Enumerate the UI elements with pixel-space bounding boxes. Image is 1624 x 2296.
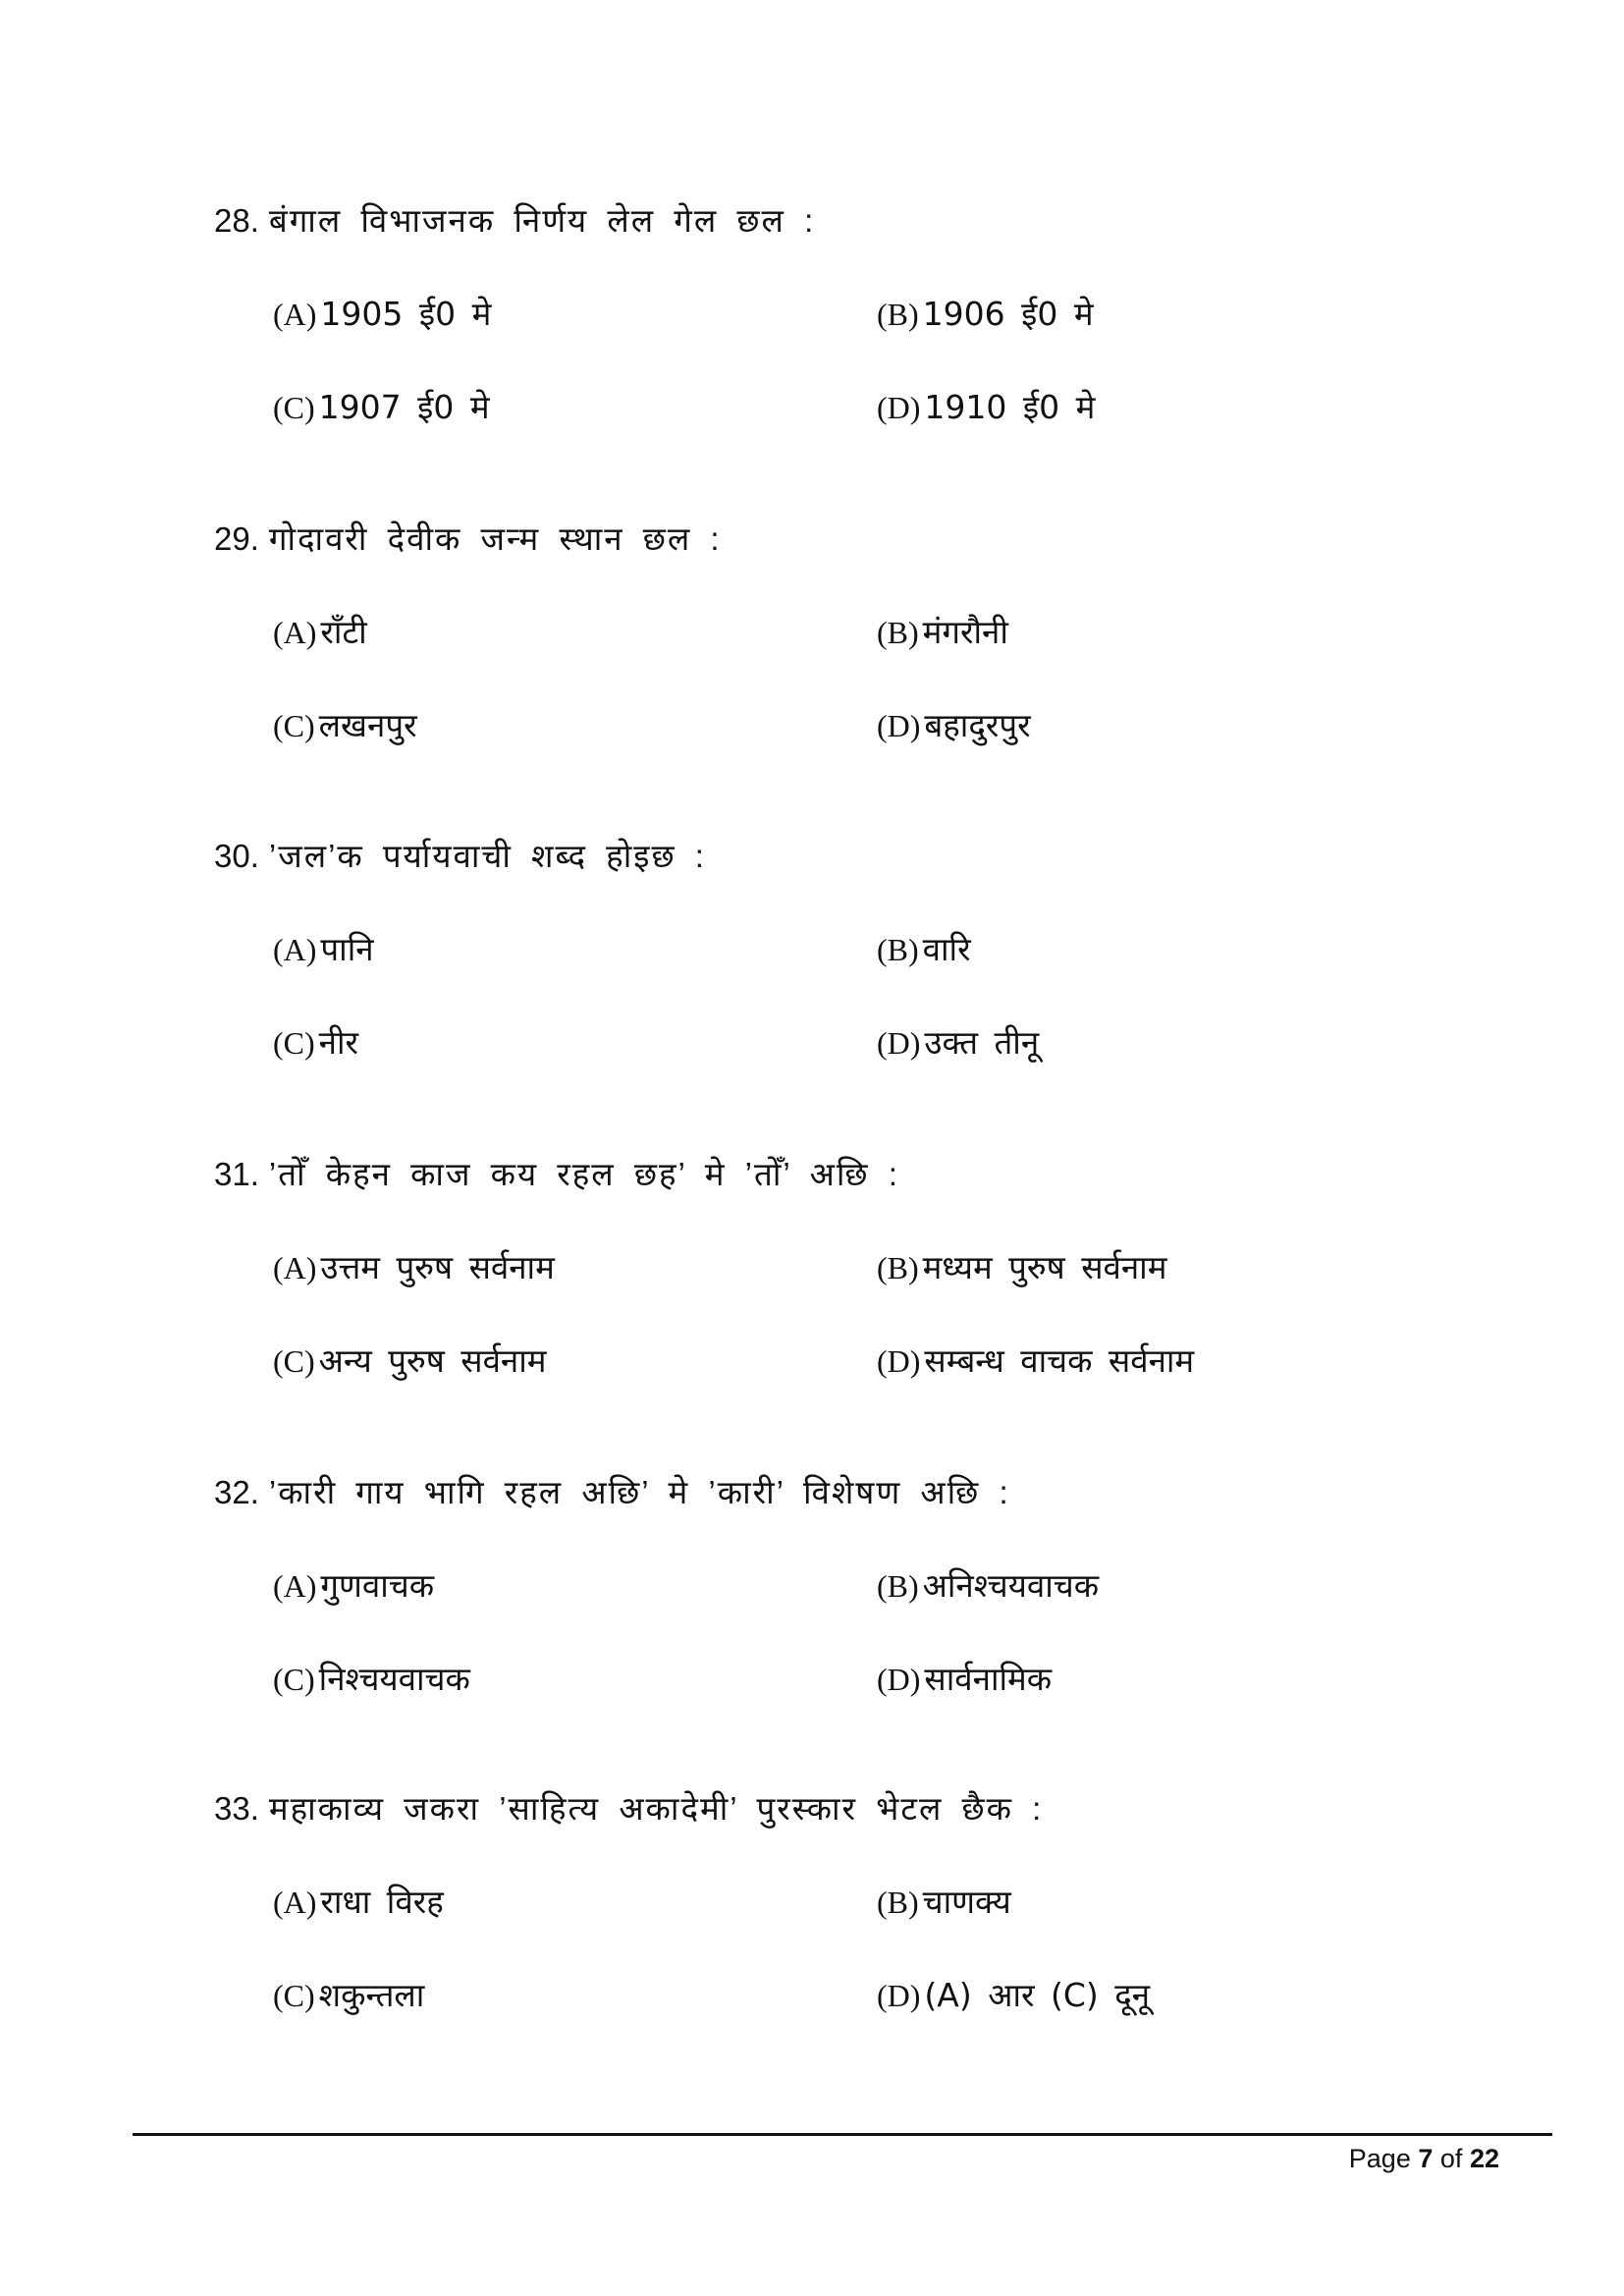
question-number: 29. [214,520,259,557]
option-text: 1907 ई0 मे [318,388,490,426]
option-label: (A) [273,297,317,332]
question-stem [214,837,706,876]
question-number: 28. [214,202,259,239]
question-stem [214,1155,899,1194]
question-text: ’तोँ केहन काज कय रहल छह’ मे ’तोँ’ अछि : [268,1156,899,1192]
page-prefix: Page [1348,2144,1411,2173]
question-number: 30. [214,838,259,874]
option [273,1341,547,1381]
option-label: (C) [273,1343,315,1379]
question-stem [214,1789,1043,1829]
option-label: (C) [273,1978,315,2013]
option [877,388,1095,427]
option [273,613,367,652]
option-text: वारि [922,930,971,968]
question-number: 33. [214,1790,259,1827]
question-30 [0,837,1624,1131]
option [877,930,971,969]
page-total: 22 [1469,2144,1499,2173]
option-label: (C) [273,1025,315,1061]
option-label: (D) [877,1025,921,1061]
question-stem [214,201,815,241]
option [273,388,490,427]
option [877,613,1008,652]
option [877,295,1094,334]
option-label: (D) [877,1978,921,2013]
option [877,1566,1099,1606]
question-text: महाकाव्य जकरा ’साहित्य अकादेमी’ पुरस्कार भेटल छैक : [268,1790,1044,1827]
option-label: (C) [273,1662,315,1697]
option-text: 1905 ई0 मे [320,295,492,333]
question-text: ’जल’क पर्यायवाची शब्द होइछ : [268,838,706,874]
option-text: सम्बन्ध वाचक सर्वनाम [924,1341,1195,1380]
option-text: अन्य पुरुष सर्वनाम [318,1341,547,1380]
option-label: (B) [877,932,919,967]
option-label: (C) [273,390,315,425]
option [273,706,417,745]
option-text: उक्त तीनू [924,1023,1040,1062]
option [877,1023,1039,1063]
page-current: 7 [1418,2144,1434,2173]
option-label: (D) [877,390,921,425]
option-label: (B) [877,297,919,332]
option-text: उत्तम पुरुष सर्वनाम [320,1248,555,1286]
option-label: (C) [273,708,315,743]
question-33 [0,1789,1624,2084]
option [273,1660,470,1699]
question-number: 32. [214,1474,259,1510]
option-label: (B) [877,1885,919,1920]
option-text: मंगरौनी [922,613,1008,651]
option [877,1341,1194,1381]
option-text: 1906 ई0 मे [922,295,1094,333]
option-text: राधा विरह [320,1883,444,1921]
question-text: ’कारी गाय भागि रहल अछि’ मे ’कारी’ विशेषण अछि : [268,1474,1010,1510]
option [273,1023,358,1063]
question-stem [214,1473,1010,1512]
page-of: of [1439,2144,1463,2173]
question-number: 31. [214,1156,259,1192]
option-label: (A) [273,1250,317,1285]
question-31 [0,1155,1624,1449]
option-text: निश्चयवाचक [318,1660,470,1698]
option-text: नीर [318,1023,359,1062]
option-text: गुणवाचक [320,1566,435,1605]
option-text: बहादुरपुर [924,706,1031,744]
option [273,1883,444,1922]
question-29 [0,519,1624,814]
option [877,1976,1150,2015]
question-28 [0,201,1624,496]
option-label: (B) [877,615,919,650]
option-label: (B) [877,1250,919,1285]
option-text: पानि [320,930,374,968]
question-stem [214,519,722,559]
option-label: (D) [877,708,921,743]
option-label: (A) [273,1568,317,1604]
option [273,1976,424,2015]
option-text: चाणक्य [922,1883,1011,1921]
option-label: (B) [877,1568,919,1604]
option-label: (A) [273,932,317,967]
option-text: (A) आर (C) दूनू [924,1976,1151,2014]
option [273,1566,434,1606]
option-label: (A) [273,615,317,650]
option-text: 1910 ई0 मे [924,388,1096,426]
option-text: राँटी [320,613,367,651]
question-text: बंगाल विभाजनक निर्णय लेल गेल छल : [268,202,816,239]
question-32 [0,1473,1624,1768]
footer-divider [133,2133,1552,2136]
option-label: (D) [877,1662,921,1697]
question-text: गोदावरी देवीक जन्म स्थान छल : [268,520,722,557]
option-text: शकुन्तला [318,1976,425,2014]
option-text: मध्यम पुरुष सर्वनाम [922,1248,1167,1286]
option [877,1660,1052,1699]
option [877,1248,1166,1287]
option-label: (A) [273,1885,317,1920]
option-label: (D) [877,1343,921,1379]
option [273,1248,555,1287]
option [877,706,1031,745]
page-number [1349,2144,1499,2174]
option-text: लखनपुर [318,706,417,744]
option [273,930,374,969]
option-text: सार्वनामिक [924,1660,1053,1698]
option-text: अनिश्चयवाचक [922,1566,1100,1605]
option [877,1883,1011,1922]
option [273,295,491,334]
